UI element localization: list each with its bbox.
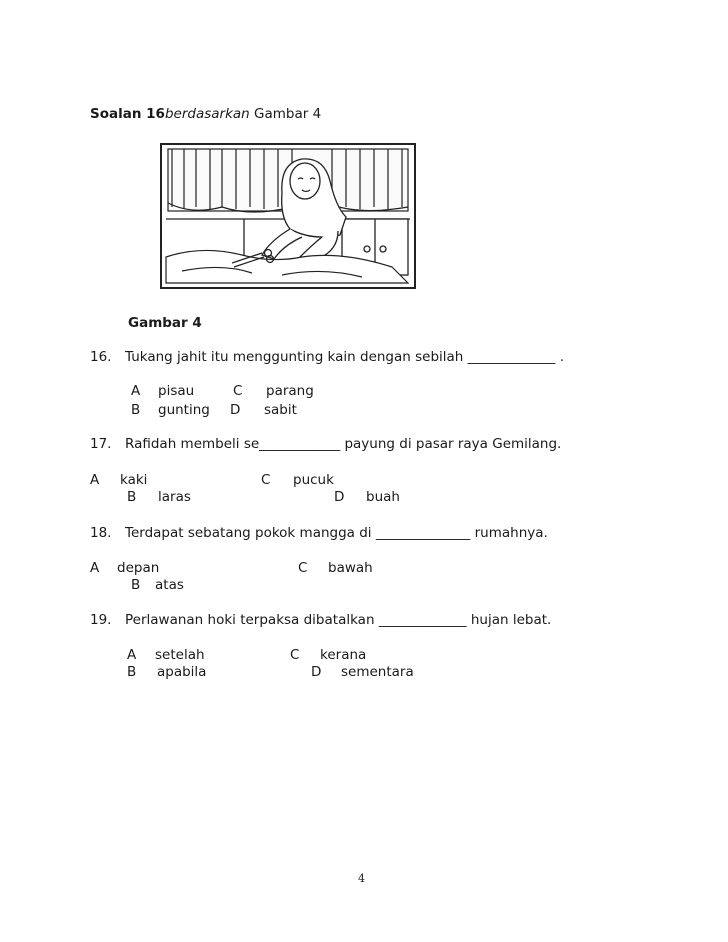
soalan-label: Soalan 16 xyxy=(90,106,165,122)
option-text: pucuk xyxy=(293,472,334,488)
option-letter: C xyxy=(261,472,271,488)
instruction-heading xyxy=(90,106,321,122)
option-letter: B xyxy=(131,402,141,418)
option-text: buah xyxy=(366,489,400,505)
option-letter: B xyxy=(127,489,137,505)
gambar-reference: Gambar 4 xyxy=(254,106,322,122)
option-letter: B xyxy=(127,664,137,680)
option-letter: D xyxy=(311,664,322,680)
option-text: gunting xyxy=(158,402,210,418)
page-number: 4 xyxy=(358,872,365,885)
option-text: bawah xyxy=(328,560,373,576)
option-text: laras xyxy=(158,489,191,505)
option-text: sementara xyxy=(341,664,414,680)
question-number: 19. xyxy=(90,612,112,628)
option-letter: A xyxy=(131,383,141,399)
question-number: 17. xyxy=(90,436,112,452)
option-letter: A xyxy=(127,647,137,663)
tailor-illustration xyxy=(160,143,416,289)
question-text: Terdapat sebatang pokok mangga di ______________ rumahnya. xyxy=(125,525,548,541)
option-text: atas xyxy=(155,577,184,593)
option-text: kaki xyxy=(120,472,148,488)
question-text: Rafidah membeli se____________ payung di pasar raya Gemilang. xyxy=(125,436,562,452)
option-letter: C xyxy=(290,647,300,663)
option-text: kerana xyxy=(320,647,367,663)
option-text: sabit xyxy=(264,402,297,418)
option-letter: C xyxy=(298,560,308,576)
question-text: Tukang jahit itu menggunting kain dengan sebilah _____________ . xyxy=(125,349,564,365)
option-text: apabila xyxy=(157,664,207,680)
question-number: 18. xyxy=(90,525,112,541)
option-text: parang xyxy=(266,383,314,399)
question-text: Perlawanan hoki terpaksa dibatalkan _____________ hujan lebat. xyxy=(125,612,552,628)
figure-caption: Gambar 4 xyxy=(128,315,202,331)
option-text: pisau xyxy=(158,383,195,399)
tailor-drawing xyxy=(162,145,414,287)
option-letter: A xyxy=(90,472,100,488)
option-text: setelah xyxy=(155,647,205,663)
option-text: depan xyxy=(117,560,160,576)
option-letter: A xyxy=(90,560,100,576)
option-letter: B xyxy=(131,577,141,593)
option-letter: D xyxy=(230,402,241,418)
option-letter: D xyxy=(334,489,345,505)
option-letter: C xyxy=(233,383,243,399)
question-number: 16. xyxy=(90,349,112,365)
berdasarkan-label: berdasarkan xyxy=(164,106,250,122)
